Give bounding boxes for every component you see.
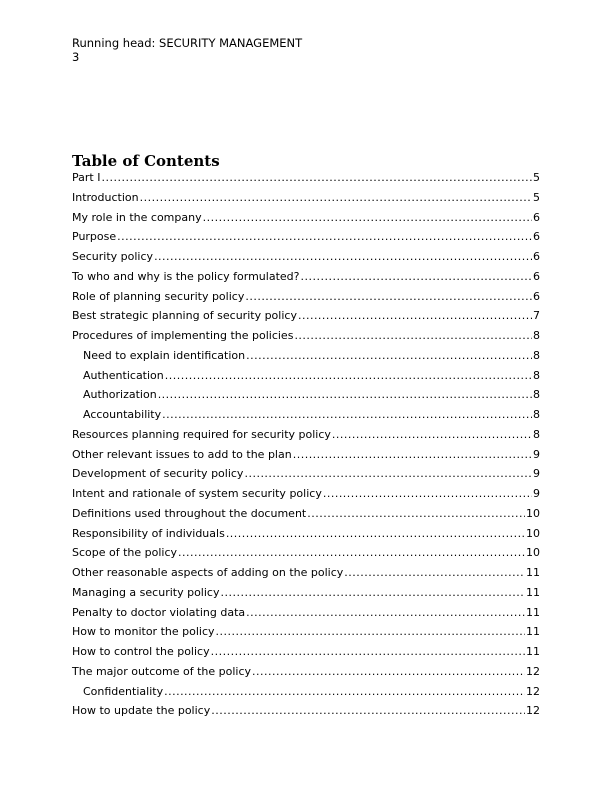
- toc-entry-page[interactable]: 5: [533, 190, 540, 204]
- toc-dot-leader: [164, 685, 525, 699]
- toc-dot-leader: [165, 369, 532, 383]
- toc-dot-leader: [140, 191, 532, 205]
- toc-entry-page[interactable]: 8: [533, 348, 540, 362]
- toc-dot-leader: [211, 704, 525, 718]
- toc-entry-label[interactable]: How to update the policy: [72, 704, 211, 718]
- toc-entry-page[interactable]: 5: [533, 171, 540, 184]
- toc-dot-leader: [298, 309, 532, 323]
- toc-dot-leader: [158, 388, 532, 402]
- toc-entry-label[interactable]: Other reasonable aspects of adding on the policy: [72, 566, 344, 579]
- toc-entry-label[interactable]: Scope of the policy: [72, 546, 178, 560]
- toc-entry-page[interactable]: 11: [526, 566, 540, 579]
- toc-entry[interactable]: [72, 685, 540, 705]
- toc-dot-leader: [203, 211, 532, 225]
- toc-entry[interactable]: [72, 566, 540, 586]
- toc-dot-leader: [332, 428, 532, 442]
- toc-entry-label[interactable]: Resources planning required for security policy: [72, 427, 331, 441]
- toc-entry-page[interactable]: 6: [533, 210, 540, 224]
- toc-dot-leader: [244, 467, 532, 481]
- toc-entry-label[interactable]: Procedures of implementing the policies: [72, 329, 294, 342]
- toc-entry-page[interactable]: 9: [533, 467, 540, 481]
- toc-entry-label[interactable]: Managing a security policy: [72, 585, 220, 599]
- toc-entry[interactable]: [72, 507, 540, 527]
- toc-entry[interactable]: [72, 211, 540, 231]
- toc-dot-leader: [293, 448, 532, 462]
- toc-entry-label[interactable]: Part I: [72, 171, 101, 184]
- toc-entry[interactable]: [72, 625, 540, 645]
- toc-entry-label[interactable]: Accountability: [83, 408, 162, 421]
- toc-entry-label[interactable]: To who and why is the policy formulated?: [72, 269, 300, 283]
- toc-entry-page[interactable]: 6: [533, 230, 540, 244]
- toc-entry-page[interactable]: 8: [533, 427, 540, 441]
- toc-entry-page[interactable]: 6: [533, 250, 540, 263]
- toc-dot-leader: [162, 408, 532, 422]
- toc-entry-label[interactable]: The major outcome of the policy: [72, 664, 252, 678]
- toc-title: Table of Contents: [72, 152, 220, 170]
- toc-entry-label[interactable]: Best strategic planning of security policy: [72, 309, 297, 323]
- toc-entry[interactable]: [72, 704, 540, 724]
- toc-entry[interactable]: [72, 349, 540, 369]
- toc-entry-page[interactable]: 12: [526, 684, 540, 698]
- toc-entry-label[interactable]: Development of security policy: [72, 467, 244, 481]
- toc-entry-page[interactable]: 11: [526, 605, 540, 619]
- toc-entry[interactable]: [72, 369, 540, 389]
- toc-entry[interactable]: [72, 546, 540, 566]
- toc-dot-leader: [154, 250, 532, 264]
- toc-entry-page[interactable]: 10: [526, 526, 540, 540]
- toc-entry-label[interactable]: Purpose: [72, 230, 117, 244]
- toc-dot-leader: [300, 270, 532, 284]
- toc-entry-page[interactable]: 8: [533, 408, 540, 421]
- toc-entry-page[interactable]: 7: [533, 309, 540, 323]
- toc-dot-leader: [216, 625, 525, 639]
- toc-entry-label[interactable]: Security policy: [72, 250, 154, 263]
- toc-entry-page[interactable]: 11: [526, 585, 540, 599]
- toc-entry[interactable]: [72, 606, 540, 626]
- toc-entry-label[interactable]: Responsibility of individuals: [72, 526, 225, 540]
- toc-entry-page[interactable]: 9: [533, 447, 540, 461]
- toc-dot-leader: [246, 349, 532, 363]
- toc-entry-page[interactable]: 9: [533, 487, 540, 500]
- toc-dot-leader: [344, 566, 525, 580]
- toc-entry-label[interactable]: Intent and rationale of system security policy: [72, 487, 322, 500]
- toc-entry-page[interactable]: 8: [533, 388, 540, 402]
- toc-entry[interactable]: [72, 250, 540, 270]
- toc-entry-label[interactable]: Other relevant issues to add to the plan: [72, 447, 292, 461]
- toc-dot-leader: [323, 487, 532, 501]
- toc-entry-page[interactable]: 12: [526, 664, 540, 678]
- toc-entry-label[interactable]: How to monitor the policy: [72, 625, 215, 639]
- toc-entry[interactable]: [72, 448, 540, 468]
- toc-dot-leader: [220, 586, 525, 600]
- toc-entry[interactable]: [72, 270, 540, 290]
- toc-entry[interactable]: [72, 645, 540, 665]
- toc-entry-label[interactable]: Role of planning security policy: [72, 289, 245, 303]
- toc-entry-page[interactable]: 12: [526, 704, 540, 718]
- toc-dot-leader: [246, 606, 525, 620]
- running-header: [72, 36, 302, 64]
- toc-dot-leader: [226, 527, 525, 541]
- toc-entry[interactable]: [72, 467, 540, 487]
- toc-entry-label[interactable]: Introduction: [72, 190, 139, 204]
- toc-dot-leader: [211, 645, 525, 659]
- toc-entry[interactable]: [72, 309, 540, 329]
- toc-entry-label[interactable]: Penalty to doctor violating data: [72, 605, 246, 619]
- toc-entry-page[interactable]: 6: [533, 269, 540, 283]
- running-head-text: Running head: SECURITY MANAGEMENT: [72, 36, 303, 50]
- toc-entry-page[interactable]: 10: [526, 546, 540, 560]
- toc-entry-page[interactable]: 10: [526, 506, 540, 520]
- toc-entry-page[interactable]: 8: [533, 329, 540, 342]
- toc-entry[interactable]: [72, 230, 540, 250]
- toc-entry-label[interactable]: My role in the company: [72, 210, 202, 224]
- page-number: 3: [72, 50, 80, 64]
- toc-entry-label[interactable]: Authorization: [83, 388, 157, 402]
- toc-entry-label[interactable]: Definitions used throughout the document: [72, 506, 307, 520]
- toc-entry-label[interactable]: Need to explain identification: [83, 348, 246, 362]
- toc-entry[interactable]: [72, 665, 540, 685]
- toc-entry[interactable]: [72, 191, 540, 211]
- toc-entry[interactable]: [72, 171, 540, 191]
- toc-entry[interactable]: [72, 487, 540, 507]
- toc-entry[interactable]: [72, 329, 540, 349]
- table-of-contents: [72, 171, 540, 724]
- toc-dot-leader: [245, 290, 532, 304]
- toc-entry[interactable]: [72, 428, 540, 448]
- toc-entry[interactable]: [72, 290, 540, 310]
- toc-dot-leader: [307, 507, 525, 521]
- toc-entry[interactable]: [72, 388, 540, 408]
- toc-entry-label[interactable]: Confidentiality: [83, 684, 164, 698]
- toc-entry-page[interactable]: 11: [526, 645, 540, 658]
- toc-entry-page[interactable]: 6: [533, 289, 540, 303]
- toc-dot-leader: [101, 171, 532, 185]
- toc-dot-leader: [117, 230, 532, 244]
- toc-dot-leader: [294, 329, 532, 343]
- toc-entry-page[interactable]: 11: [526, 625, 540, 639]
- toc-entry[interactable]: [72, 586, 540, 606]
- toc-entry-page[interactable]: 8: [533, 368, 540, 382]
- toc-dot-leader: [178, 546, 525, 560]
- toc-entry[interactable]: [72, 408, 540, 428]
- toc-entry[interactable]: [72, 527, 540, 547]
- toc-dot-leader: [252, 665, 525, 679]
- toc-entry-label[interactable]: How to control the policy: [72, 645, 210, 658]
- toc-entry-label[interactable]: Authentication: [83, 368, 164, 382]
